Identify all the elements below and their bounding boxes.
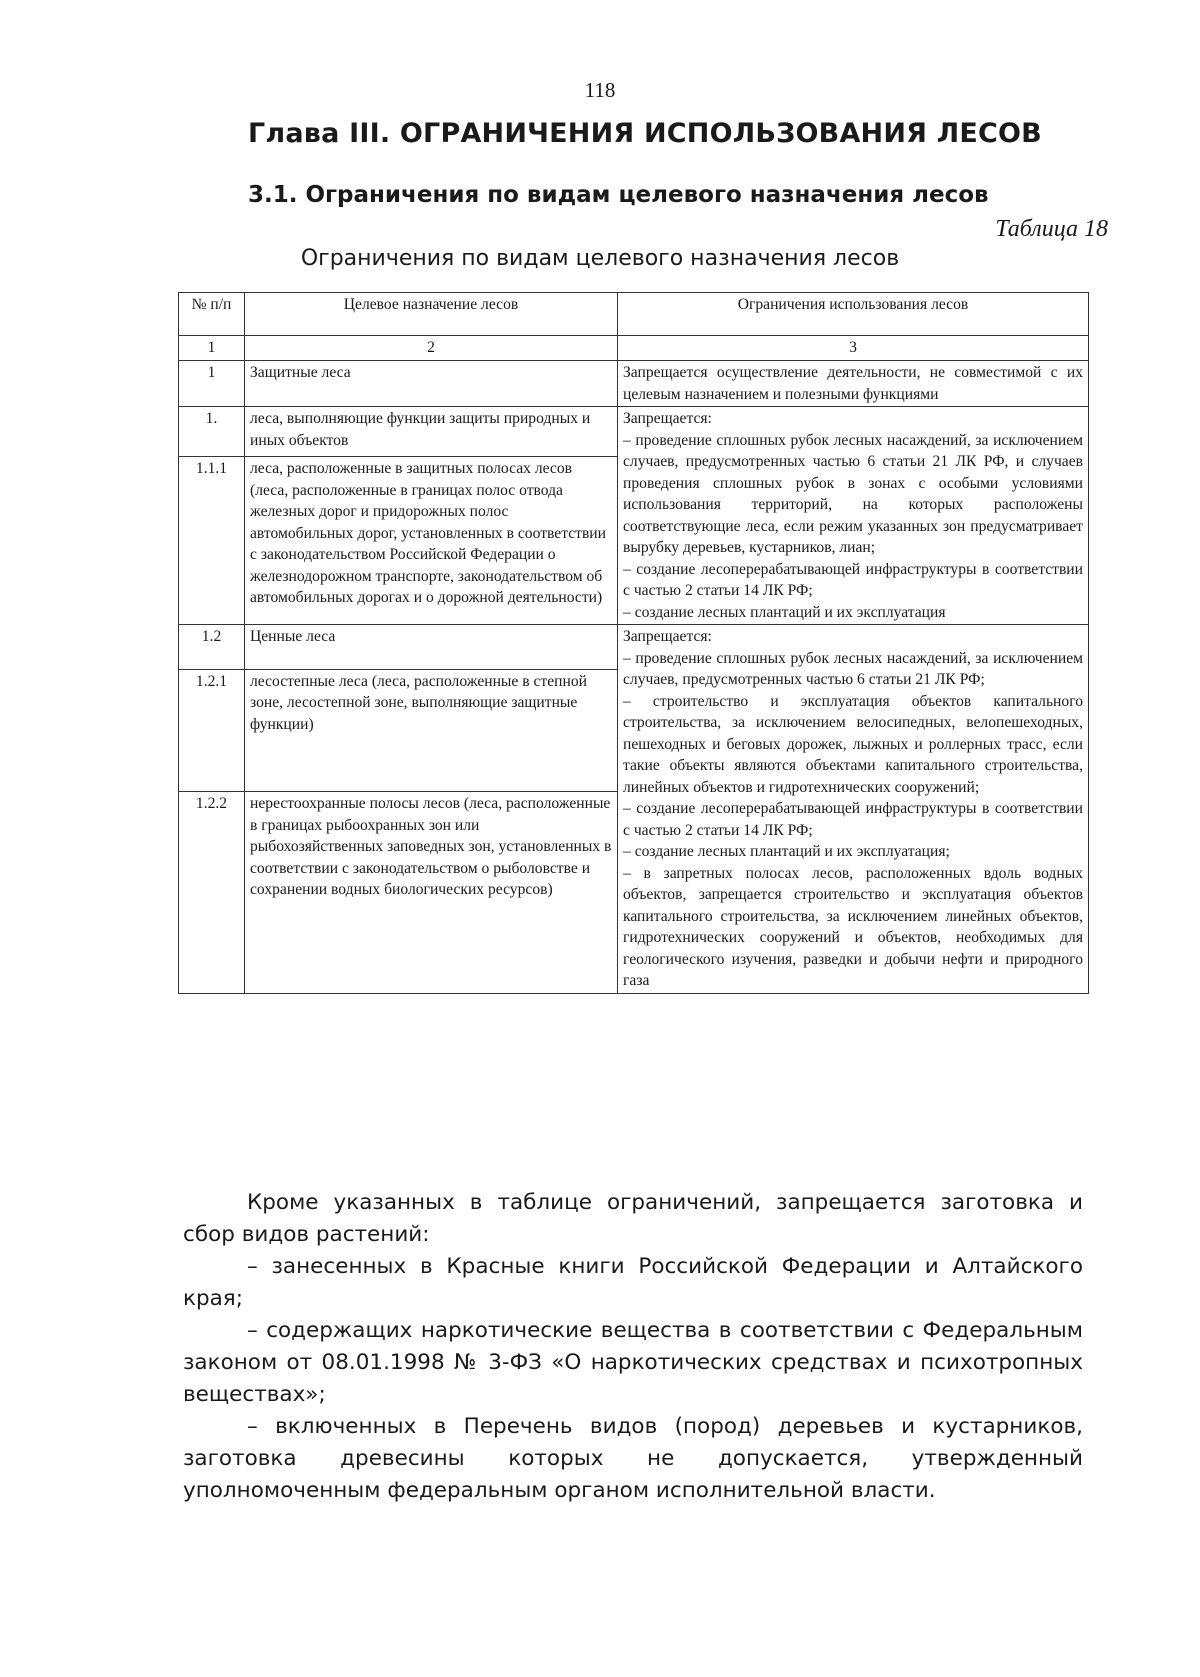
row-purpose: леса, расположенные в защитных полосах лесов (леса, расположенные в границах полос отвода железных дорог и придорожных полос автомобильных дорог, установленных в соответствии с законодательством Российской Федерации о железнодорожном транспорте, законодательством об автомобильных дорогах и о дорожной деятельности) xyxy=(245,457,618,625)
table-row xyxy=(179,407,1089,457)
row-purpose: нерестоохранные полосы лесов (леса, расположенные в границах рыбоохранных зон или рыбохозяйственных заповедных зон, установленных в соответствии с законодательством о рыболовстве и сохранении водных биологических ресурсов) xyxy=(245,792,618,993)
restriction-line: Запрещается: xyxy=(623,628,712,645)
row-number: 1. xyxy=(179,407,245,457)
row-purpose: леса, выполняющие функции защиты природных и иных объектов xyxy=(245,407,618,457)
body-list-item: – занесенных в Красные книги Российской Федерации и Алтайского края; xyxy=(183,1254,1083,1311)
table-label: Таблица 18 xyxy=(995,216,1108,242)
row-number: 1.2 xyxy=(179,625,245,670)
chapter-title: Глава III. ОГРАНИЧЕНИЯ ИСПОЛЬЗОВАНИЯ ЛЕСОВ xyxy=(248,118,1042,149)
row-purpose: Защитные леса xyxy=(245,361,618,407)
restriction-line: – проведение сплошных рубок лесных насаждений, за исключением случаев, предусмотренных частью 6 статьи 21 ЛК РФ; xyxy=(623,649,1083,688)
restriction-line: – строительство и эксплуатация объектов капитального строительства, за исключением велосипедных, велопешеходных, пешеходных и беговых дорожек, лыжных и роллерных трасс, если такие объекты являются объектами капитального строительства, линейных объектов и гидротехнических сооружений; xyxy=(623,692,1083,796)
table-row xyxy=(179,625,1089,670)
row-restriction xyxy=(618,625,1089,994)
restriction-line: – создание лесных плантаций и их эксплуатация xyxy=(623,603,946,621)
body-intro: Кроме указанных в таблице ограничений, запрещается заготовка и сбор видов растений: xyxy=(183,1190,1083,1247)
header-number: № п/п xyxy=(179,293,245,336)
row-number: 1.2.2 xyxy=(179,792,245,993)
header-purpose: Целевое назначение лесов xyxy=(245,293,618,336)
row-restriction: Запрещается осуществление деятельности, не совместимой с их целевым назначением и полезными функциями xyxy=(618,361,1089,407)
body-text xyxy=(183,1187,1083,1507)
row-purpose: лесостепные леса (леса, расположенные в степной зоне, лесостепной зоне, выполняющие защитные функции) xyxy=(245,669,618,792)
restriction-line: – проведение сплошных рубок лесных насаждений, за исключением случаев, предусмотренных частью 6 статьи 21 ЛК РФ, и случаев проведения сплошных рубок в зонах с особыми условиями использования территорий, на которых расположены соответствующие леса, если режим указанных зон предусматривает вырубку деревьев, кустарников, лиан; xyxy=(623,431,1083,556)
body-list-item: – содержащих наркотические вещества в соответствии с Федеральным законом от 08.01.1998 № 3-ФЗ «О наркотических средствах и психотропных веществах»; xyxy=(183,1318,1083,1407)
table-header-row xyxy=(179,293,1089,336)
column-number: 3 xyxy=(618,336,1089,361)
row-number: 1.1.1 xyxy=(179,457,245,625)
body-list-item: – включенных в Перечень видов (пород) деревьев и кустарников, заготовка древесины которых не допускается, утвержденный уполномоченным федеральным органом исполнительной власти. xyxy=(183,1414,1083,1503)
row-restriction xyxy=(618,407,1089,625)
header-restrictions: Ограничения использования лесов xyxy=(618,293,1089,336)
column-number: 2 xyxy=(245,336,618,361)
restriction-line: – создание лесоперерабатывающей инфраструктуры в соответствии с частью 2 статьи 14 ЛК РФ; xyxy=(623,800,1083,839)
row-number: 1 xyxy=(179,361,245,407)
restriction-line: – создание лесоперерабатывающей инфраструктуры в соответствии с частью 2 статьи 14 ЛК РФ; xyxy=(623,560,1083,599)
section-title: 3.1. Ограничения по видам целевого назначения лесов xyxy=(248,182,989,208)
page-number: 118 xyxy=(584,78,616,102)
row-purpose: Ценные леса xyxy=(245,625,618,670)
table-caption: Ограничения по видам целевого назначения лесов xyxy=(300,246,900,271)
column-number-row xyxy=(179,336,1089,361)
restriction-line: – создание лесных плантаций и их эксплуатация; xyxy=(623,843,950,860)
restriction-line: – в запретных полосах лесов, расположенных вдоль водных объектов, запрещается строительство и эксплуатация объектов капитального строительства, за исключением линейных объектов, гидротехнических сооружений и объектов, необходимых для геологического изучения, разведки и добычи нефти и природного газа xyxy=(623,864,1083,989)
table-row xyxy=(179,361,1089,407)
row-number: 1.2.1 xyxy=(179,669,245,792)
restriction-line: Запрещается: xyxy=(623,410,712,427)
restrictions-table xyxy=(178,292,1089,994)
column-number: 1 xyxy=(179,336,245,361)
